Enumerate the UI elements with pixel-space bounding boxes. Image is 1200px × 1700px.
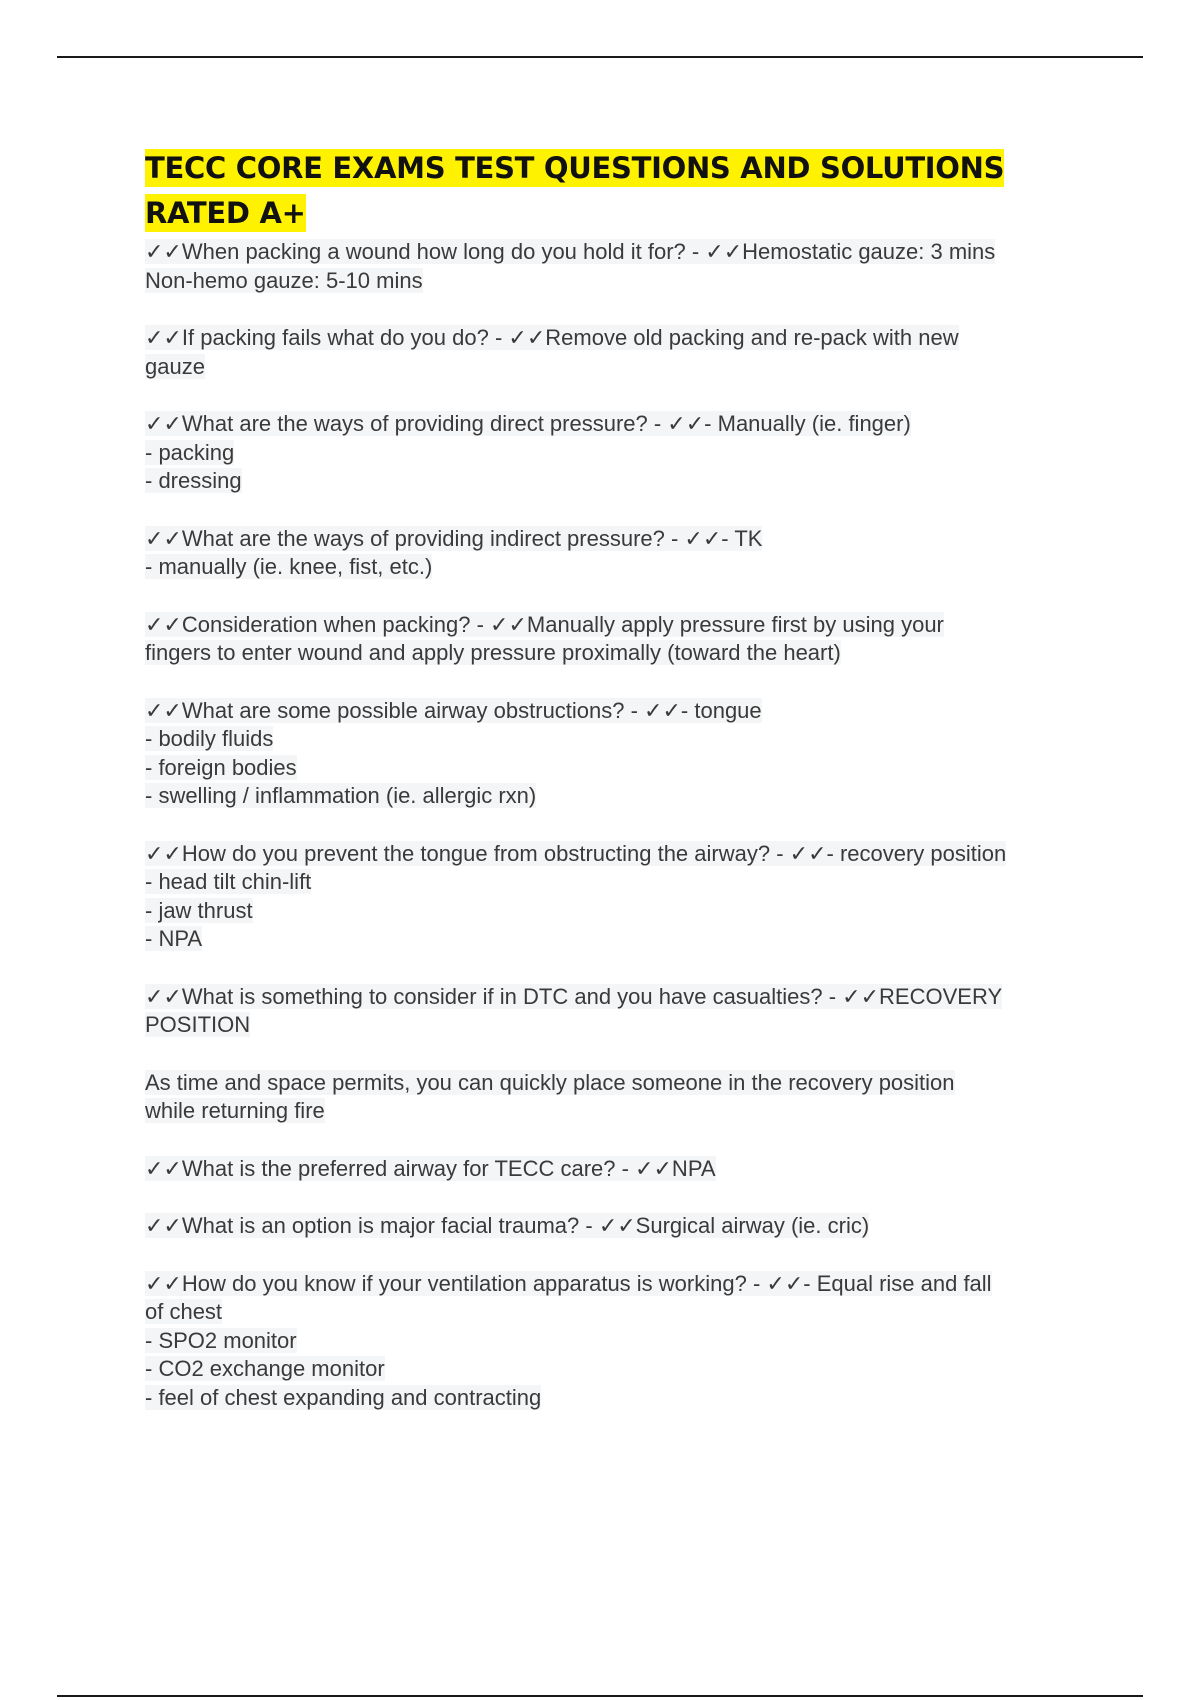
title-highlight: TECC CORE EXAMS TEST QUESTIONS AND SOLUTIONS RATED A+ <box>145 151 1005 230</box>
qa-question: ✓✓What is something to consider if in DTC and you have casualties? - ✓✓RECOVERY <box>145 983 1003 1009</box>
qa-answer-continued: - manually (ie. knee, fist, etc.) <box>145 554 433 579</box>
qa-item <box>145 1270 1105 1413</box>
qa-question: ✓✓What is the preferred airway for TECC care? - ✓✓NPA <box>145 1155 716 1181</box>
qa-question: ✓✓How do you know if your ventilation apparatus is working? - ✓✓- Equal rise and fall <box>145 1270 992 1296</box>
qa-item <box>145 525 1105 582</box>
qa-question: ✓✓What are the ways of providing indirect pressure? - ✓✓- TK <box>145 525 763 551</box>
qa-item <box>145 1069 1105 1126</box>
header-rule <box>57 56 1143 58</box>
qa-answer-continued: fingers to enter wound and apply pressure proximally (toward the heart) <box>145 640 841 665</box>
qa-item <box>145 840 1105 954</box>
qa-item <box>145 324 1105 381</box>
qa-answer-continued: Non-hemo gauze: 5-10 mins <box>145 267 423 293</box>
qa-item <box>145 410 1105 496</box>
qa-question: ✓✓Consideration when packing? - ✓✓Manually apply pressure first by using your <box>145 611 944 637</box>
qa-answer-continued: - head tilt chin-lift - jaw thrust - NPA <box>145 869 312 951</box>
qa-answer-continued: POSITION <box>145 1012 251 1037</box>
qa-question: ✓✓What is an option is major facial trauma? - ✓✓Surgical airway (ie. cric) <box>145 1213 870 1238</box>
qa-paragraph-continued: while returning fire <box>145 1098 325 1123</box>
qa-answer-continued: gauze <box>145 353 205 379</box>
document-body <box>145 146 1105 1412</box>
qa-item <box>145 1212 1105 1241</box>
qa-answer-continued: - bodily fluids - foreign bodies - swelling / inflammation (ie. allergic rxn) <box>145 726 537 808</box>
document-title <box>145 146 1105 236</box>
qa-answer-continued: - packing - dressing <box>145 439 242 493</box>
qa-question: ✓✓When packing a wound how long do you hold it for? - ✓✓Hemostatic gauze: 3 mins <box>145 239 996 264</box>
qa-item <box>145 238 1105 295</box>
qa-question: ✓✓What are the ways of providing direct pressure? - ✓✓- Manually (ie. finger) <box>145 411 911 436</box>
qa-question: ✓✓What are some possible airway obstructions? - ✓✓- tongue <box>145 697 762 723</box>
qa-answer-continued: of chest - SPO2 monitor - CO2 exchange monitor - feel of chest expanding and contracting <box>145 1299 542 1410</box>
qa-item <box>145 697 1105 811</box>
qa-paragraph: As time and space permits, you can quickly place someone in the recovery position <box>145 1069 955 1095</box>
qa-question: ✓✓How do you prevent the tongue from obstructing the airway? - ✓✓- recovery position <box>145 840 1007 866</box>
qa-item <box>145 1155 1105 1184</box>
footer-rule <box>57 1695 1143 1697</box>
qa-item <box>145 983 1105 1040</box>
qa-question: ✓✓If packing fails what do you do? - ✓✓Remove old packing and re-pack with new <box>145 325 959 350</box>
qa-item <box>145 611 1105 668</box>
